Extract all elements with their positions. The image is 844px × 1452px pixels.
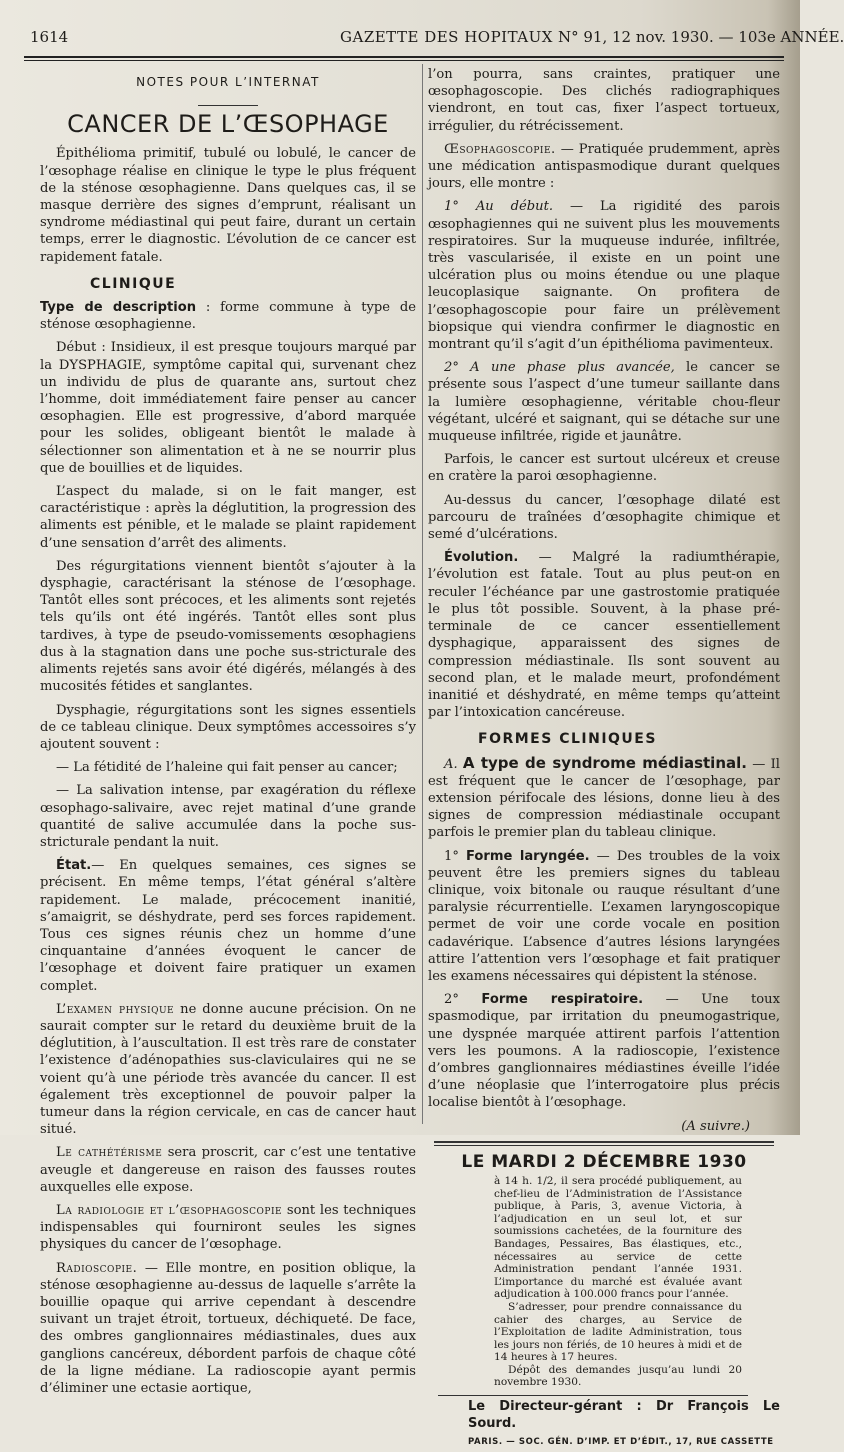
- intro-paragraph: Épithélioma primitif, tubulé ou lobulé, le cancer de l’œsophage réalise en clinique le type le plus fréquent de la sténose œsophagienne. Dans quelques cas, il se masque derrière des signes d’emprunt, réalisant un syndrome médiastinal qui peut faire, durant un certain temps, errer le diagnostic. L’évolution de ce cancer est rapidement fatale.: [40, 146, 416, 265]
- notice-heading: LE MARDI 2 DÉCEMBRE 1930: [461, 1151, 747, 1172]
- a-suivre-note: (A suivre.): [681, 1118, 750, 1134]
- forme-a-paragraph: [428, 755, 780, 842]
- phase-avancee-lead: 2° A une phase plus avancée,: [444, 360, 675, 376]
- etat-text: — En quelques semaines, ces signes se précisent. En même temps, l’état général s’altère rapidement. Le malade, précocement inanitié, s’amaigrit, se déshydrate, perd ses forces rapidement. Tous ces signes réunis chez un homme d’une cinquantaine d’années évoquent le cancer de l’œsophage et doivent faire pratiquer un examen complet.: [40, 858, 416, 994]
- forme-a-text: — Il est fréquent que le cancer de l’œsophage, par extension périfocale des lésions, donne lieu à des signes de compression médiastinale occupant parfois le premier plan du tableau clinique.: [428, 756, 780, 841]
- issue-info: N° 91, 12 nov. 1930. — 103e ANNÉE.: [558, 28, 844, 46]
- radioscopie-text: — Elle montre, en position oblique, la sténose œsophagienne au-dessus de laquelle s’arrête la bouillie opaque qui arrive cependant à descendre suivant un trajet étroit, tortueux, déchiqueté. De face, des ombres ganglionnaires médiastinales, dues aux ganglions cancéreux, débordent parfois de chaque côté de la ligne médiane. La radioscopie ayant permis d’éliminer une ectasie aortique,: [40, 1260, 416, 1397]
- article-title: CANCER DE L’ŒSOPHAGE: [67, 110, 389, 139]
- catheterisme-paragraph: [40, 1144, 416, 1196]
- radiologie-text: sont les techniques indispensables qui fourniront seules les signes physiques du cancer de l’œsophage.: [40, 1202, 416, 1253]
- notice-body: [494, 1175, 742, 1389]
- forme-respiratoire-number: 2°: [444, 992, 482, 1008]
- notice-top-rule: [434, 1141, 774, 1146]
- notice-deadline-paragraph: Dépôt des demandes jusqu’au lundi 20 novembre 1930.: [494, 1363, 742, 1389]
- aspect-paragraph: L’aspect du malade, si on le fait manger, est caractéristique : après la déglutition, la progression des aliments est pénible, et le malade se plaint rapidement d’une sensation d’arrêt des aliments.: [40, 484, 416, 551]
- phase-avancee-paragraph: [428, 359, 780, 445]
- etat-lead: État.: [56, 858, 92, 874]
- forme-a-label: A.: [444, 756, 463, 772]
- evolution-lead: Évolution.: [444, 550, 519, 566]
- newspaper-title: GAZETTE DES HOPITAUX: [340, 28, 553, 46]
- evolution-paragraph: [428, 549, 780, 721]
- debut-paragraph: [40, 339, 416, 477]
- oesophagoscopie-paragraph: [428, 141, 780, 193]
- header-rule: [24, 56, 784, 61]
- dysphagie-paragraph: Dysphagie, régurgitations sont les signes essentiels de ce tableau clinique. Deux symptômes accessoires s’y ajoutent souvent :: [40, 702, 416, 752]
- phase-avancee-text: le cancer se présente sous l’aspect d’une tumeur saillante dans la lumière œsophagienne, véritable chou-fleur végétant, ulcéré et saignant, qui se détache sur une muqueuse infiltrée, rigide et jaunâtre.: [428, 360, 780, 445]
- debut-label: Début :: [56, 340, 111, 356]
- notice-contact-paragraph: S’adresser, pour prendre connaissance du cahier des charges, au Service de l’Exploitation de ladite Administration, tous les jours non fériés, de 10 heures à midi et de 14 heures à 17 heures.: [494, 1300, 742, 1364]
- right-column: [428, 66, 780, 1452]
- continuation-paragraph: l’on pourra, sans craintes, pratiquer une œsophagoscopie. Des clichés radiographiques viendront, en tout cas, fixer l’aspect tortueux, irrégulier, du rétrécissement.: [428, 67, 780, 134]
- forme-laryngee-paragraph: [428, 848, 780, 986]
- etat-paragraph: [40, 857, 416, 995]
- examen-paragraph: [40, 1001, 416, 1139]
- au-debut-lead: 1° Au début.: [444, 199, 554, 215]
- oesophagoscopie-text: — Pratiquée prudemment, après une médication antispasmodique durant quelques jours, elle montre :: [428, 141, 780, 192]
- page-header: [0, 0, 844, 62]
- au-debut-text: — La rigidité des parois œsophagiennes qui ne suivent plus les mouvements respiratoires. Sur la muqueuse indurée, infiltrée, très vascularisée, il existe en un point une ulcération plus ou moins étendue ou une plaque leucoplasique saignante. On profitera de l’œsophagoscopie pour faire un prélèvement biopsique qui viendra confirmer le diagnostic en montrant qu’il s’agit d’un épithélioma pavimenteux.: [428, 199, 780, 353]
- type-text: : forme commune à type de sténose œsophagienne.: [40, 300, 416, 333]
- forme-laryngee-number: 1°: [444, 848, 466, 864]
- forme-respiratoire-text: — Une toux spasmodique, par irritation du pneumogastrique, une dyspnée marquée attirent parfois l’attention vers les poumons. A la radioscopie, l’existence d’ombres ganglionnaires médiastines éveille l’idée d’une néoplasie que l’interrogatoire plus précis localise bientôt à l’œsophage.: [428, 992, 780, 1111]
- page-number: 1614: [30, 28, 69, 46]
- radioscopie-lead: Radioscopie.: [56, 1260, 138, 1276]
- regurgitations-paragraph: Des régurgitations viennent bientôt s’ajouter à la dysphagie, caractérisant la sténose de l’œsophage. Tantôt elles sont précoces, et les aliments sont rejetés tels qu’ils ont été ingérés. Tantôt elles sont plus tardives, à type de pseudo-vomissements œsophagiens dus à la stagnation dans une poche sus-stricturale des aliments rejetés sans avoir été digérés, mélangés à des mucosités fétides et sanglantes.: [40, 558, 416, 695]
- parfois-paragraph: Parfois, le cancer est surtout ulcéreux et creuse en cratère la paroi œsophagienne.: [428, 452, 780, 485]
- director-line: Le Directeur-gérant : Dr François Le Sourd.: [468, 1399, 780, 1432]
- type-paragraph: [40, 299, 416, 333]
- au-dessus-paragraph: Au-dessus du cancer, l’œsophage dilaté est parcouru de traînées d’œsophagite chimique et semé d’ulcérations.: [428, 492, 780, 543]
- oesophagoscopie-lead: Œsophagoscopie.: [444, 141, 556, 157]
- column-divider: [422, 64, 423, 1124]
- forme-respiratoire-paragraph: [428, 991, 780, 1111]
- section-kicker: NOTES POUR L’INTERNAT: [136, 75, 320, 89]
- examen-text: ne donne aucune précision. On ne saurait compter sur le retard du deuxième bruit de la déglutition, à l’auscultation. Il est très rare de constater l’existence d’adénopathies sus-claviculaires qui ne se voient qu’à une période très avancée du cancer. Il est également très exceptionnel de pouvoir palper la tumeur dans la région cervicale, en cas de cancer haut situé.: [40, 1001, 417, 1138]
- debut-text: Insidieux, il est presque toujours marqué par la DYSPHAGIE, symptôme capital qui, survenant chez un individu de plus de quarante ans, surtout chez l’homme, doit immédiatement faire penser au cancer œsophagien. Elle est progressive, d’abord marquée pour les solides, obligeant bientôt le malade à sélectionner son alimentation et à ne se nourrir plus que de bouillies et de liquides.: [40, 340, 416, 476]
- fetidite-paragraph: — La fétidité de l’haleine qui fait penser au cancer;: [56, 760, 398, 776]
- evolution-text: — Malgré la radiumthérapie, l’évolution est fatale. Tout au plus peut-on en reculer l’échéance par une gastrostomie pratiquée le plus tôt possible. Souvent, à la phase pré-terminale de ce cancer essentiellement dysphagique, apparaissent des signes de compression médiastinale. Ils sont souvent au second plan, et le malade meurt, profondément inanitié et déshydraté, en même temps qu’atteint par l’intoxication cancéreuse.: [428, 550, 780, 721]
- type-lead: Type de description: [40, 300, 197, 316]
- printer-line: PARIS. — SOC. GÉN. D’IMP. ET D’ÉDIT., 17, RUE CASSETTE: [468, 1437, 774, 1448]
- kicker-rule: [198, 105, 258, 106]
- radioscopie-paragraph: [40, 1260, 416, 1398]
- formes-cliniques-heading: FORMES CLINIQUES: [478, 731, 657, 748]
- forme-laryngee-text: — Des troubles de la voix peuvent être les premiers signes du tableau clinique, voix bitonale ou rauque résultant d’une paralysie récurrentielle. L’examen laryngoscopique permet de voir une corde vocale en position cadavérique. L’absence d’autres lésions laryngées attire l’attention vers l’œsophage et fait pratiquer les examens nécessaires qui dépistent la sténose.: [428, 848, 780, 984]
- forme-a-lead: A type de syndrome médiastinal.: [462, 753, 747, 772]
- notice-paragraph: à 14 h. 1/2, il sera procédé publiquement, au chef-lieu de l’Administration de l’Assistance publique, à Paris, 3, avenue Victoria, à l’adjudication en un seul lot, et sur soumissions cachetées, de la fourniture des Bandages, Pessaires, Bas élastiques, etc., nécessaires au service de cette Administration pendant l’année 1931. L’importance du marché est évaluée avant adjudication à 100.000 francs pour l’année.: [494, 1174, 742, 1301]
- au-debut-paragraph: [428, 198, 780, 353]
- examen-lead: L’examen physique: [56, 1001, 175, 1017]
- salivation-paragraph: — La salivation intense, par exagération du réflexe œsophago-salivaire, avec rejet matinal d’une grande quantité de salive accumulée dans la poche sus-stricturale pendant la nuit.: [40, 783, 416, 850]
- radiologie-paragraph: [40, 1202, 416, 1254]
- catheterisme-lead: Le cathétérisme: [56, 1145, 163, 1161]
- clinique-heading: CLINIQUE: [90, 275, 177, 292]
- catheterisme-text: sera proscrit, car c’est une tentative aveugle et dangereuse en raison des fausses routes auxquelles elle expose.: [40, 1145, 416, 1195]
- forme-laryngee-lead: Forme laryngée.: [465, 848, 590, 864]
- radiologie-lead: La radiologie et l’œsophagoscopie: [56, 1202, 283, 1218]
- footer-rule: [438, 1395, 748, 1396]
- forme-respiratoire-lead: Forme respiratoire.: [481, 992, 644, 1008]
- left-column: [40, 66, 416, 1403]
